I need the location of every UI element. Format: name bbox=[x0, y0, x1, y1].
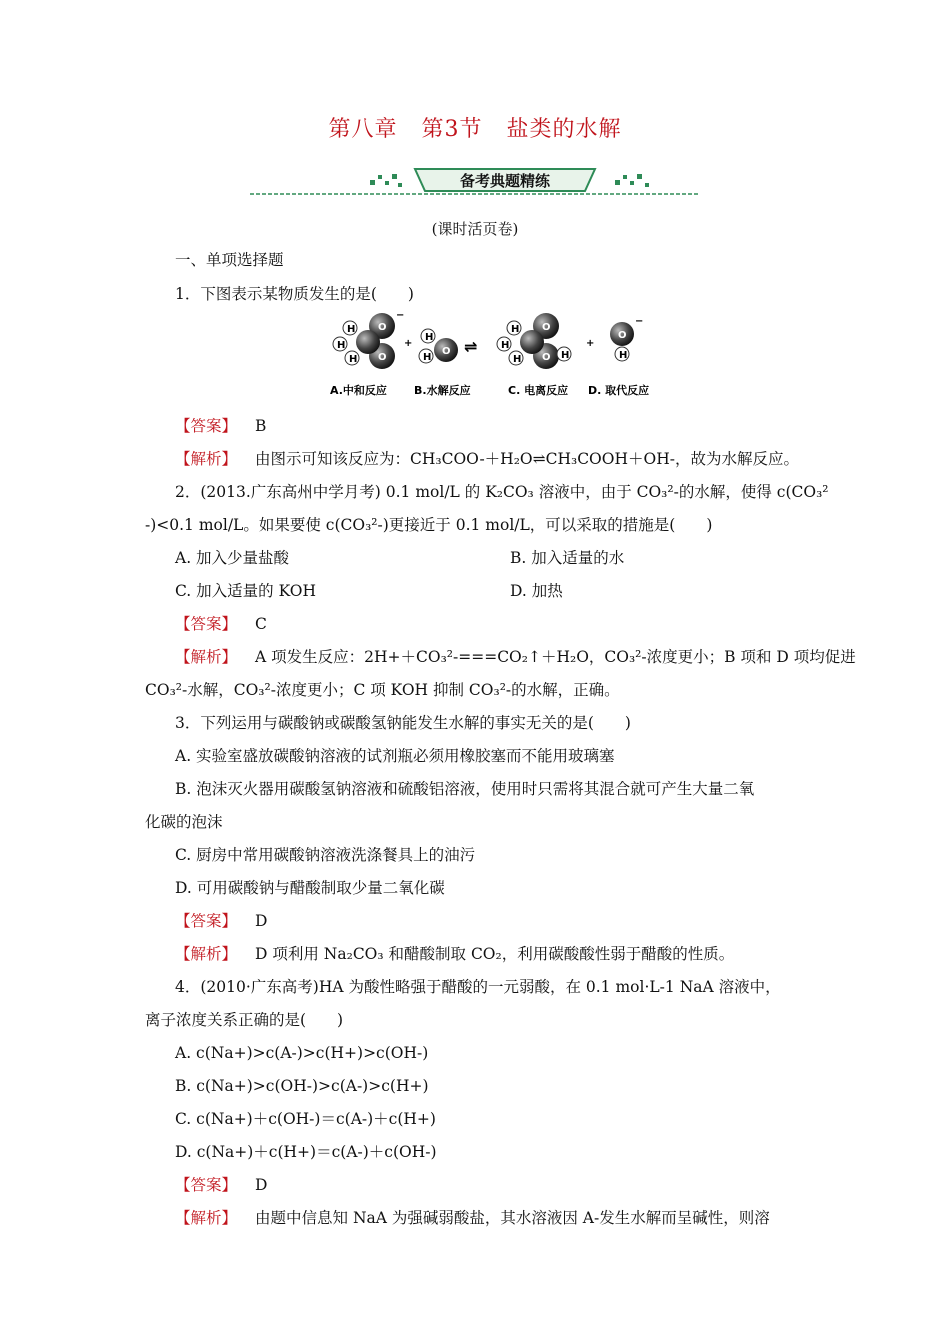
atom-o: O bbox=[542, 352, 551, 363]
atom-h: H bbox=[513, 354, 522, 365]
atom-h: H bbox=[349, 354, 358, 365]
question-2-stem-2: -)<0.1 mol/L。如果要使 c(CO₃²-)更接近于 0.1 mol/L，可以采取的措施是( ) bbox=[145, 516, 713, 534]
option-b: B. 泡沫灭火器用碳酸氢钠溶液和硫酸铝溶液，使用时只需将其混合就可产生大量二氧 bbox=[175, 780, 755, 798]
atom-h: H bbox=[561, 350, 570, 361]
atom-o: O bbox=[378, 352, 387, 363]
charge-minus: − bbox=[396, 312, 405, 321]
atom-o: O bbox=[618, 330, 627, 341]
analysis-label: 【解析】 bbox=[175, 945, 238, 963]
analysis-1 bbox=[175, 449, 845, 469]
atom-h: H bbox=[347, 324, 356, 335]
analysis-text: D 项利用 Na₂CO₃ 和醋酸制取 CO₂，利用碳酸酸性弱于醋酸的性质。 bbox=[255, 945, 735, 963]
banner-text: 备考典题精练 bbox=[459, 172, 551, 190]
analysis-label: 【解析】 bbox=[175, 1209, 238, 1227]
option-b: B. c(Na+)>c(OH-)>c(A-)>c(H+) bbox=[175, 1077, 429, 1095]
option-c: C. 加入适量的 KOH bbox=[175, 582, 316, 600]
answer-1 bbox=[175, 416, 845, 436]
section-label: 第3节 bbox=[421, 117, 483, 142]
option-d: D. 加热 bbox=[510, 582, 563, 600]
chapter-label: 第八章 bbox=[328, 117, 398, 142]
analysis-text: A 项发生反应：2H+＋CO₃²-===CO₂↑＋H₂O，CO₃²-浓度更小；B 项和 D 项均促进 bbox=[255, 648, 856, 666]
subtitle: (课时活页卷) bbox=[431, 220, 519, 238]
analysis-3 bbox=[175, 944, 845, 964]
analysis-2 bbox=[175, 647, 856, 667]
analysis-text: 由图示可知该反应为：CH₃COO-＋H₂O⇌CH₃COOH＋OH-，故为水解反应。 bbox=[255, 450, 799, 468]
charge-minus: − bbox=[635, 316, 644, 327]
option-d: D. c(Na+)＋c(H+)＝c(A-)＋c(OH-) bbox=[175, 1143, 437, 1161]
atom-h: H bbox=[619, 350, 628, 361]
fig-label-a: A.中和反应 bbox=[330, 384, 387, 397]
question-2-options-row1 bbox=[175, 548, 845, 568]
plus-sign: + bbox=[586, 338, 595, 349]
option-a: A. 实验室盛放碳酸钠溶液的试剂瓶必须用橡胶塞而不能用玻璃塞 bbox=[175, 747, 615, 765]
analysis-label: 【解析】 bbox=[175, 450, 238, 468]
answer-2 bbox=[175, 614, 845, 634]
equilibrium-arrow: ⇌ bbox=[464, 337, 478, 356]
option-d: D. 可用碳酸钠与醋酸制取少量二氧化碳 bbox=[175, 879, 445, 897]
plus-sign: + bbox=[404, 338, 413, 349]
atom-h: H bbox=[423, 352, 432, 363]
question-1-stem: 1．下图表示某物质发生的是( ) bbox=[175, 285, 414, 303]
option-a: A. c(Na+)>c(A-)>c(H+)>c(OH-) bbox=[175, 1044, 429, 1062]
answer-value: D bbox=[255, 912, 268, 930]
atom-o: O bbox=[442, 346, 451, 357]
part-heading: 一、单项选择题 bbox=[175, 251, 284, 269]
atom-h: H bbox=[511, 324, 520, 335]
question-4-stem-1: 4．(2010·广东高考)HA 为酸性略强于醋酸的一元弱酸，在 0.1 mol·L-1 NaA 溶液中， bbox=[175, 978, 781, 996]
option-b-cont: 化碳的泡沫 bbox=[145, 813, 223, 831]
fig-label-c: C. 电离反应 bbox=[508, 384, 569, 397]
answer-label: 【答案】 bbox=[175, 1176, 238, 1194]
question-2-options-row2 bbox=[175, 581, 845, 601]
answer-label: 【答案】 bbox=[175, 615, 238, 633]
atom-o: O bbox=[378, 322, 387, 333]
section-banner bbox=[250, 163, 700, 199]
answer-4 bbox=[175, 1175, 845, 1195]
atom-h: H bbox=[501, 340, 510, 351]
answer-value: C bbox=[255, 615, 267, 633]
answer-3 bbox=[175, 911, 845, 931]
analysis-text: 由题中信息知 NaA 为强碱弱酸盐，其水溶液因 A-发生水解而呈碱性，则溶 bbox=[255, 1209, 770, 1227]
page-title bbox=[0, 112, 950, 143]
atom-o: O bbox=[542, 322, 551, 333]
answer-value: B bbox=[255, 417, 267, 435]
question-3-stem: 3．下列运用与碳酸钠或碳酸氢钠能发生水解的事实无关的是( ) bbox=[175, 714, 631, 732]
analysis-2-cont: CO₃²-水解，CO₃²-浓度更小；C 项 KOH 抑制 CO₃²-的水解，正确。 bbox=[145, 681, 620, 699]
option-b: B. 加入适量的水 bbox=[510, 549, 625, 567]
option-c: C. 厨房中常用碳酸钠溶液洗涤餐具上的油污 bbox=[175, 846, 476, 864]
option-c: C. c(Na+)＋c(OH-)＝c(A-)＋c(H+) bbox=[175, 1110, 436, 1128]
atom-h: H bbox=[425, 332, 434, 343]
molecule-diagram bbox=[322, 312, 662, 404]
option-a: A. 加入少量盐酸 bbox=[175, 549, 290, 567]
topic-label: 盐类的水解 bbox=[506, 117, 622, 142]
fig-label-d: D. 取代反应 bbox=[588, 384, 650, 397]
analysis-label: 【解析】 bbox=[175, 648, 238, 666]
answer-label: 【答案】 bbox=[175, 912, 238, 930]
answer-value: D bbox=[255, 1176, 268, 1194]
answer-label: 【答案】 bbox=[175, 417, 238, 435]
analysis-4 bbox=[175, 1208, 845, 1228]
atom-h: H bbox=[337, 340, 346, 351]
question-2-stem-1: 2．(2013.广东高州中学月考) 0.1 mol/L 的 K₂CO₃ 溶液中，由于 CO₃²-的水解，使得 c(CO₃² bbox=[175, 483, 829, 501]
question-4-stem-2: 离子浓度关系正确的是( ) bbox=[145, 1011, 344, 1029]
fig-label-b: B.水解反应 bbox=[414, 384, 471, 397]
